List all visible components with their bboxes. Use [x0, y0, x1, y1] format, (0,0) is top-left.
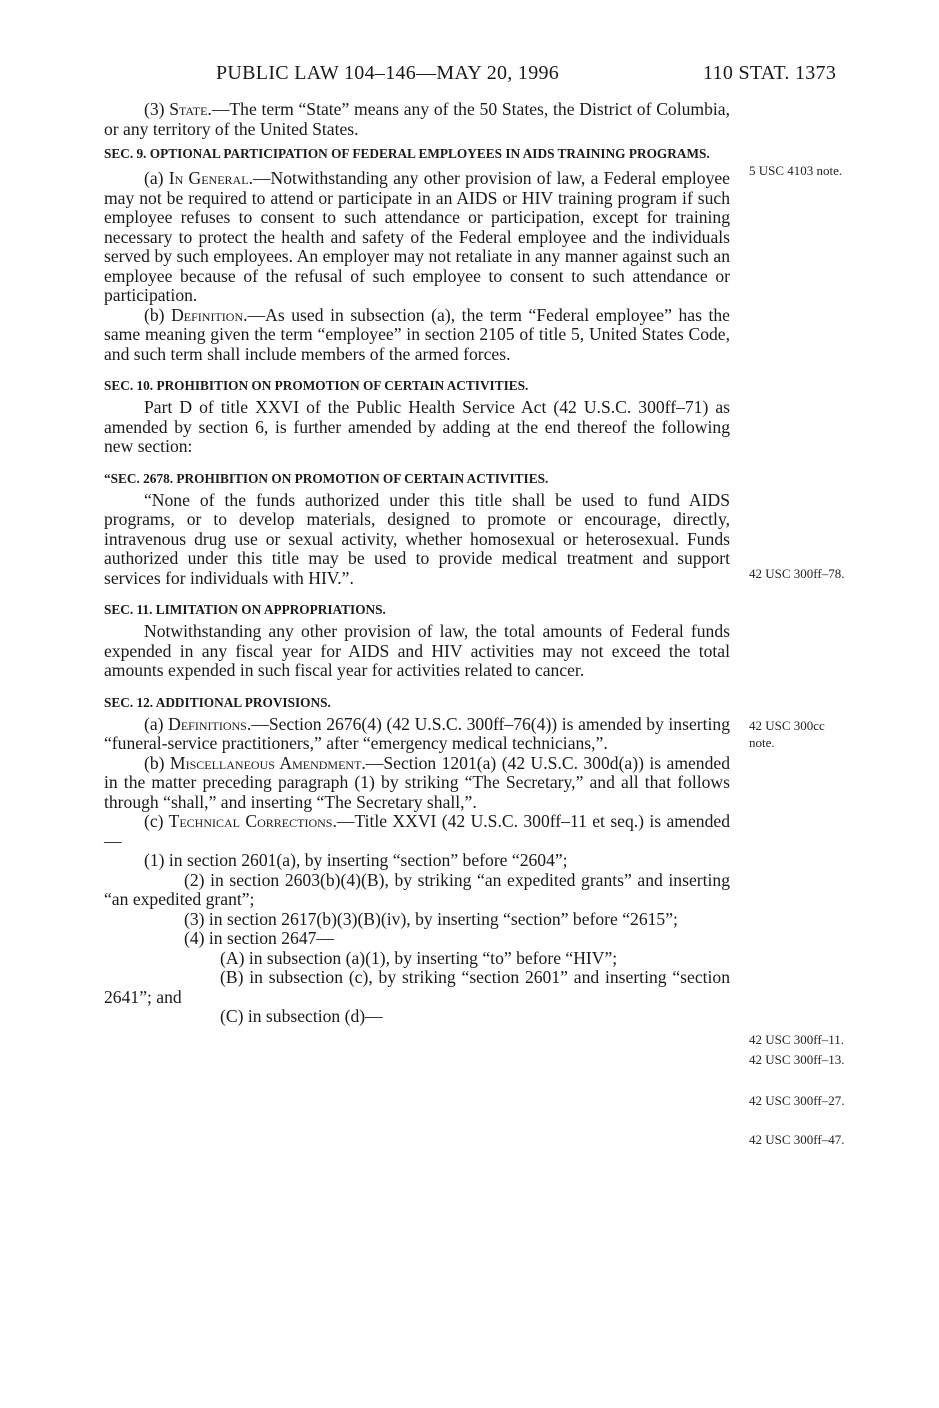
main-text [104, 100, 730, 1027]
list-subitem: (C) in subsection (d)— [220, 1006, 383, 1026]
paragraph-sec12-b: (b) Miscellaneous Amendment.—Section 1201(a) (42 U.S.C. 300d(a)) is amended in the matter preceding paragraph (1) by striking “The Secretary,” and all that follows through “shall,” and inserting “The Secretary shall,”. [104, 752, 731, 812]
margin-note-sec11-line1: 42 USC 300cc [749, 718, 825, 733]
section-heading-12: SEC. 12. ADDITIONAL PROVISIONS. [104, 694, 331, 710]
section-heading-10: SEC. 10. PROHIBITION ON PROMOTION OF CERTAIN ACTIVITIES. [104, 378, 529, 393]
paragraph-sec9-b: (b) Definition.—As used in subsection (a), the term “Federal employee” has the same meaning given the term “employee” in section 2105 of title 5, United States Code, and such term shall include members of the armed forces. [104, 304, 730, 364]
list-item: (4) in section 2647— [184, 928, 335, 948]
section-heading-9: SEC. 9. OPTIONAL PARTICIPATION OF FEDERAL EMPLOYEES IN AIDS TRAINING PROGRAMS. [104, 146, 710, 161]
running-header-title: PUBLIC LAW 104–146—MAY 20, 1996 [216, 62, 560, 84]
paragraph-state-definition: (3) State.—The term “State” means any of the 50 States, the District of Columbia, or any territory of the United States. [104, 99, 730, 139]
list-subitem: (B) in subsection (c), by striking “section 2601” and inserting “section 2641”; and [104, 967, 730, 1007]
paragraph-sec2678: “None of the funds authorized under this title shall be used to fund AIDS programs, or to develop materials, designed to promote or encourage, directly, intravenous drug use or sexual activity, whether homosexual or heterosexual. Funds authorized under this title may be used to provide medical treatment and support services for individuals with HIV.”. [104, 489, 730, 588]
margin-note-item4: 42 USC 300ff–47. [749, 1132, 845, 1147]
section-heading-2678: “SEC. 2678. PROHIBITION ON PROMOTION OF CERTAIN ACTIVITIES. [104, 470, 549, 486]
margin-note-sec11-line2: note. [749, 735, 775, 750]
margin-note-item3: 42 USC 300ff–27. [749, 1093, 845, 1108]
margin-note-item2: 42 USC 300ff–13. [749, 1052, 845, 1067]
paragraph-sec11: Notwithstanding any other provision of law, the total amounts of Federal funds expended in any fiscal year for AIDS and HIV activities may not exceed the total amounts expended in such fiscal year for activities related to cancer. [104, 621, 730, 680]
list-item: (1) in section 2601(a), by inserting “section” before “2604”; [144, 850, 568, 870]
paragraph-sec12-a: (a) Definitions.—Section 2676(4) (42 U.S.C. 300ff–76(4)) is amended by inserting “funeral-service practitioners,” after “emergency medical technicians,”. [104, 713, 730, 753]
list-item: (3) in section 2617(b)(3)(B)(iv), by inserting “section” before “2615”; [184, 908, 678, 929]
margin-note-item1: 42 USC 300ff–11. [749, 1032, 844, 1047]
section-heading-11: SEC. 11. LIMITATION ON APPROPRIATIONS. [104, 602, 386, 617]
list-subitem: (A) in subsection (a)(1), by inserting “to” before “HIV”; [220, 947, 618, 968]
list-item: (2) in section 2603(b)(4)(B), by striking “an expedited grants” and inserting “an expedited grant”; [104, 869, 730, 909]
page-number: 110 STAT. 1373 [703, 62, 837, 84]
paragraph-sec10: Part D of title XXVI of the Public Health Service Act (42 U.S.C. 300ff–71) as amended by section 6, is further amended by adding at the end thereof the following new section: [104, 397, 730, 456]
margin-note-sec2678: 42 USC 300ff–78. [749, 566, 845, 581]
paragraph-sec12-c: (c) Technical Corrections.—Title XXVI (42 U.S.C. 300ff–11 et seq.) is amended— [104, 811, 730, 851]
paragraph-sec9-a: (a) In General.—Notwithstanding any other provision of law, a Federal employee may not be required to attend or participate in an AIDS or HIV training program if such employee refuses to consent to such attendance or participation, except for training necessary to protect the health and safety of the Federal employee and the individuals served by such employees. An employer may not retaliate in any manner against such an employee because of the refusal of such employee to consent to such attendance or participation. [104, 168, 730, 305]
margin-note-sec9: 5 USC 4103 note. [749, 163, 843, 178]
